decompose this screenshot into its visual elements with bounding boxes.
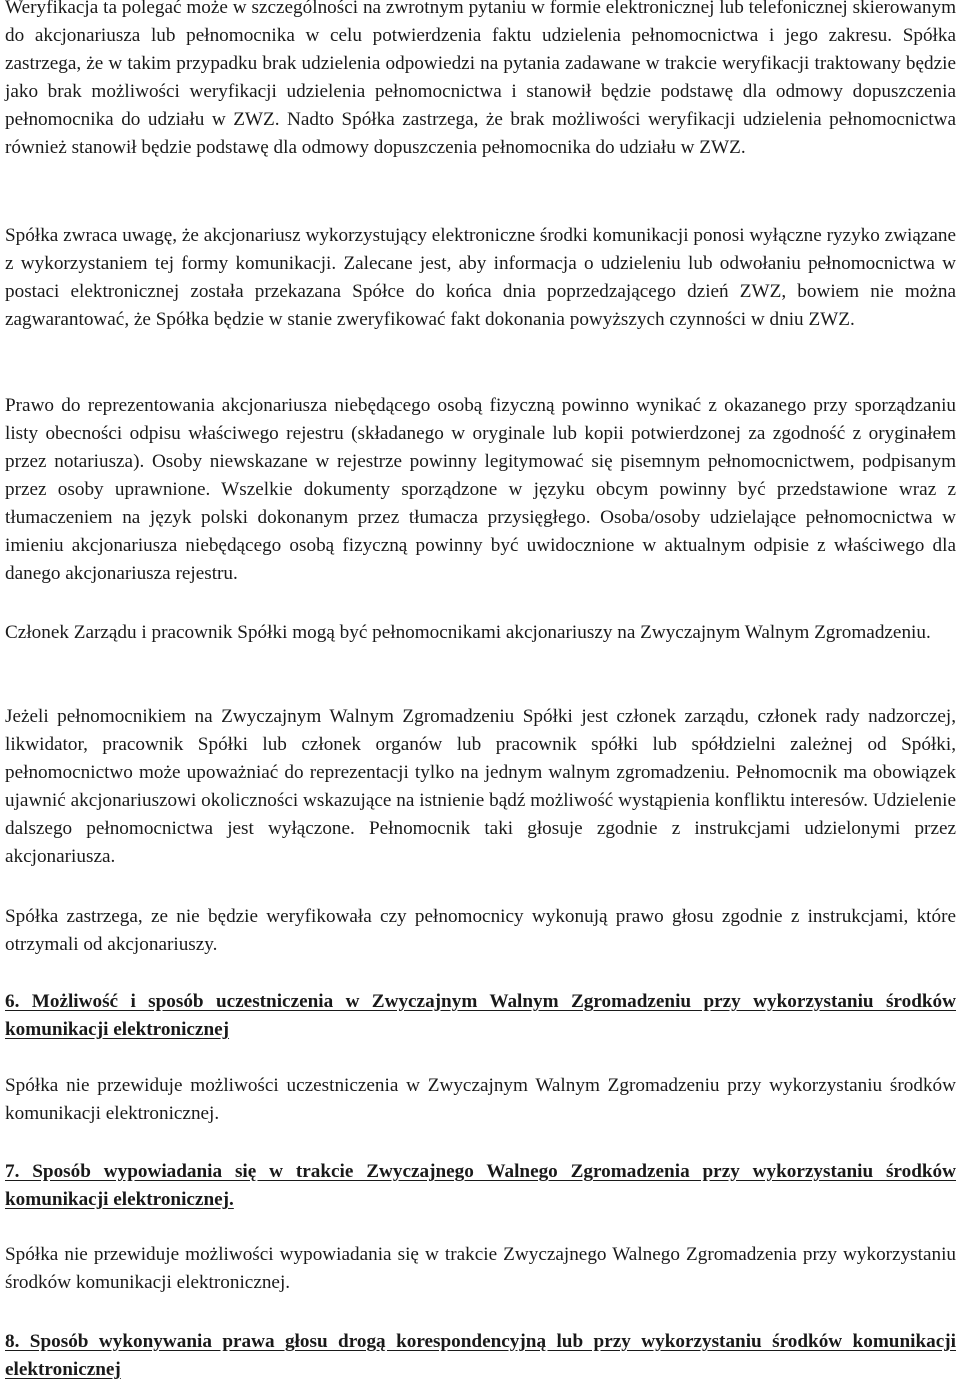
section-heading-7: 7. Sposób wypowiadania się w trakcie Zwyczajnego Walnego Zgromadzenia przy wykorzystaniu środków komunikacji elektronicznej. — [5, 1161, 956, 1210]
paragraph-board-member-proxies: Członek Zarządu i pracownik Spółki mogą być pełnomocnikami akcjonariuszy na Zwyczajnym Walnym Zgromadzeniu. — [5, 622, 931, 643]
paragraph-section-6-body: Spółka nie przewiduje możliwości uczestniczenia w Zwyczajnym Walnym Zgromadzeniu przy wykorzystaniu środków komunikacji elektronicznej. — [5, 1075, 956, 1124]
paragraph-proxy-verification: Weryfikacja ta polegać może w szczególności na zwrotnym pytaniu w formie elektronicznej lub telefonicznej skierowanym do akcjonariusza lub pełnomocnika w celu potwierdzenia faktu udzielenia pełnomocnictwa i jego zakresu. Spółka zastrzega, że w takim przypadku brak udzielenia odpowiedzi na pytania zadawane w trakcie weryfikacji traktowany będzie jako brak możliwości weryfikacji udzielenia pełnomocnictwa i stanowił będzie podstawę dla odmowy dopuszczenia pełnomocnika do udziału w ZWZ. Nadto Spółka zastrzega, że brak możliwości weryfikacji udzielenia pełnomocnictwa również stanowił będzie podstawę dla odmowy dopuszczenia pełnomocnika do udziału w ZWZ. — [5, 0, 956, 158]
paragraph-voting-instructions: Spółka zastrzega, ze nie będzie weryfikowała czy pełnomocnicy wykonują prawo głosu zgodnie z instrukcjami, które otrzymali od akcjonariuszy. — [5, 906, 956, 955]
paragraph-section-7-body: Spółka nie przewiduje możliwości wypowiadania się w trakcie Zwyczajnego Walnego Zgromadzenia przy wykorzystaniu środków komunikacji elektronicznej. — [5, 1244, 956, 1293]
paragraph-electronic-communication-risk: Spółka zwraca uwagę, że akcjonariusz wykorzystujący elektroniczne środki komunikacji ponosi wyłączne ryzyko związane z wykorzystaniem tej formy komunikacji. Zalecane jest, aby informacja o udzieleniu lub odwołaniu pełnomocnictwa w postaci elektronicznej została przekazana Spółce do końca dnia poprzedzającego dzień ZWZ, bowiem nie można zagwarantować, że Spółka będzie w stanie zweryfikować fakt dokonania powyższych czynności w dniu ZWZ. — [5, 225, 957, 330]
paragraph-representation-rights: Prawo do reprezentowania akcjonariusza niebędącego osobą fizyczną powinno wynikać z okazanego przy sporządzaniu listy obecności odpisu właściwego rejestru (składanego w oryginale lub kopii potwierdzonej za zgodność z oryginałem przez notariusza). Osoby niewskazane w rejestrze powinny legitymować się pisemnym pełnomocnictwem, podpisanym przez osoby uprawnione. Wszelkie dokumenty sporządzone w języku obcym powinny być przedstawione wraz z tłumaczeniem na język polski dokonanym przez tłumacza przysięgłego. Osoba/osoby udzielające pełnomocnictwa w imieniu akcjonariusza niebędącego osobą fizyczną powinny być uwidocznione w aktualnym odpisie z właściwego dla danego akcjonariusza rejestru. — [5, 395, 956, 584]
section-heading-8: 8. Sposób wykonywania prawa głosu drogą korespondencyjną lub przy wykorzystaniu środków komunikacji elektronicznej — [5, 1331, 956, 1380]
section-heading-6: 6. Możliwość i sposób uczestniczenia w Zwyczajnym Walnym Zgromadzeniu przy wykorzystaniu środków komunikacji elektronicznej — [5, 991, 956, 1040]
paragraph-conflict-of-interest: Jeżeli pełnomocnikiem na Zwyczajnym Walnym Zgromadzeniu Spółki jest członek zarządu, członek rady nadzorczej, likwidator, pracownik Spółki lub członek organów lub pracownik spółki lub spółdzielni zależnej od Spółki, pełnomocnictwo może upoważniać do reprezentacji tylko na jednym walnym zgromadzeniu. Pełnomocnik ma obowiązek ujawnić akcjonariuszowi okoliczności wskazujące na istnienie bądź możliwość wystąpienia konfliktu interesów. Udzielenie dalszego pełnomocnictwa jest wyłączone. Pełnomocnik taki głosuje zgodnie z instrukcjami udzielonymi przez akcjonariusza. — [5, 706, 956, 867]
